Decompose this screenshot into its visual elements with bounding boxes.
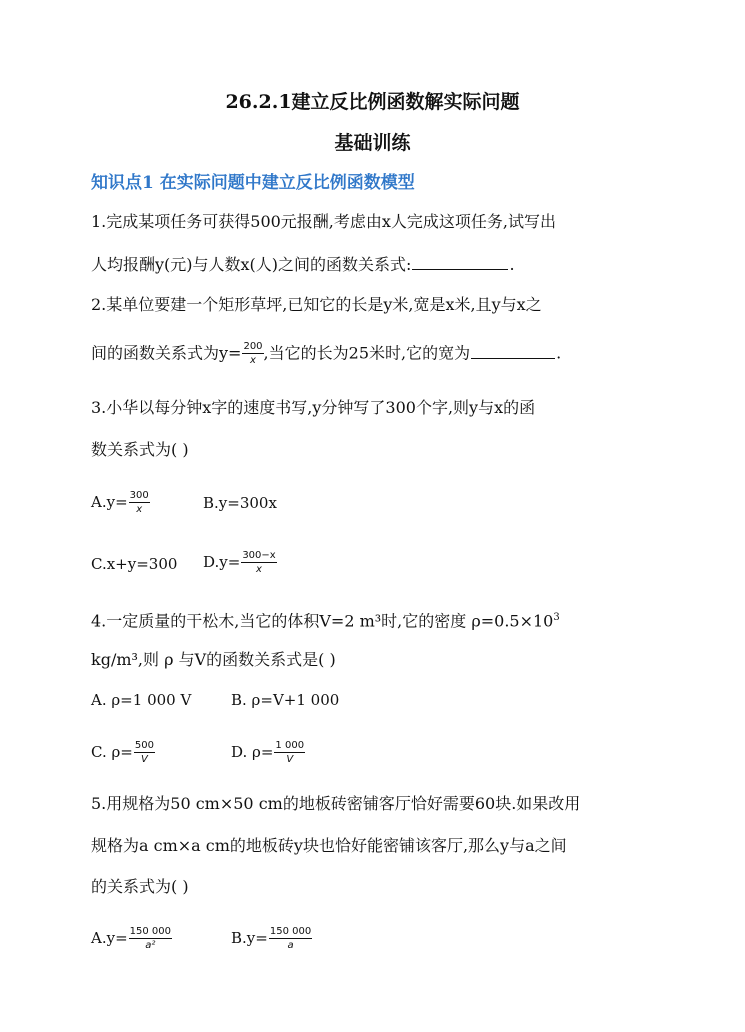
q4-option-d-label: D. ρ= (231, 743, 274, 761)
q3-line1: 3.小华以每分钟x字的速度书写,y分钟写了300个字,则y与x的函 (91, 398, 536, 417)
q1-line2-text: 人均报酬y(元)与人数x(人)之间的函数关系式: (91, 255, 412, 274)
q5-line3: 的关系式为( ) (91, 877, 189, 896)
q1-line2 (91, 253, 515, 276)
q3-option-d-fraction (241, 550, 276, 576)
q5-option-b-denominator: a (287, 940, 294, 951)
q2-line2-text-b: ,当它的长为25米时,它的宽为 (263, 343, 471, 363)
q3-option-a-label: A.y= (91, 493, 128, 511)
q5-option-b-fraction (269, 926, 312, 952)
q5-option-b-label: B.y= (231, 929, 268, 947)
q4-option-b: B. ρ=V+1 000 (231, 691, 340, 709)
q5-option-a-numerator: 150 000 (129, 926, 172, 937)
q4-option-d-denominator: V (286, 754, 294, 765)
q4-option-c-label: C. ρ= (91, 743, 133, 761)
q5-option-a-fraction (129, 926, 172, 952)
q4-line2: kg/m³,则 ρ 与V的函数关系式是( ) (91, 650, 336, 669)
q2-line1: 2.某单位要建一个矩形草坪,已知它的长是y米,宽是x米,且y与x之 (91, 295, 542, 314)
page-subtitle: 基础训练 (334, 132, 411, 154)
q3-option-a-fraction (129, 490, 150, 516)
q3-option-b: B.y=300x (203, 494, 277, 512)
q4-option-c-denominator: V (141, 754, 148, 765)
q3-option-d-numerator: 300−x (242, 550, 276, 561)
q5-option-a-denominator: a² (145, 940, 156, 951)
q4-option-d-numerator: 1 000 (275, 740, 305, 751)
q2-line2-end: . (556, 343, 562, 363)
q4-line1 (91, 607, 560, 632)
q2-fraction-denominator: x (250, 355, 256, 366)
q1-line2-end: . (509, 255, 515, 274)
q3-option-d (203, 550, 277, 576)
q3-option-a-numerator: 300 (129, 490, 149, 501)
q2-fraction (242, 341, 263, 367)
q5-option-b-numerator: 150 000 (269, 926, 312, 937)
q4-line1-text: 4.一定质量的干松木,当它的体积V=2 m³时,它的密度 ρ=0.5×10 (91, 611, 554, 631)
q3-line2: 数关系式为( ) (91, 440, 189, 459)
q3-option-d-label: D.y= (203, 553, 241, 571)
q5-option-b (231, 926, 312, 952)
q3-option-a-denominator: x (136, 504, 143, 515)
q3-option-d-denominator: x (256, 564, 262, 575)
q3-option-a (91, 490, 150, 516)
q2-answer-blank (471, 342, 555, 359)
q4-option-c-numerator: 500 (134, 740, 154, 751)
q4-option-c (91, 740, 155, 766)
q5-line2: 规格为a cm×a cm的地板砖y块也恰好能密铺该客厅,那么y与a之间 (91, 836, 567, 855)
q5-line1: 5.用规格为50 cm×50 cm的地板砖密铺客厅恰好需要60块.如果改用 (91, 794, 581, 813)
q2-fraction-numerator: 200 (243, 341, 263, 352)
q4-option-d-fraction (274, 740, 305, 766)
q1-line1: 1.完成某项任务可获得500元报酬,考虑由x人完成这项任务,试写出 (91, 212, 557, 231)
q2-line2-text-a: 间的函数关系式为y= (91, 343, 242, 363)
q4-line1-exponent: 3 (553, 612, 560, 623)
q4-option-c-fraction (134, 740, 155, 766)
q4-option-d (231, 740, 305, 766)
section-heading: 知识点1 在实际问题中建立反比例函数模型 (91, 173, 415, 193)
q3-option-c: C.x+y=300 (91, 555, 178, 573)
q2-line2 (91, 341, 561, 367)
q5-option-a (91, 926, 172, 952)
q5-option-a-label: A.y= (91, 929, 128, 947)
page-title: 26.2.1建立反比例函数解实际问题 (225, 91, 520, 113)
q1-answer-blank (412, 253, 508, 270)
q4-option-a: A. ρ=1 000 V (91, 691, 192, 709)
